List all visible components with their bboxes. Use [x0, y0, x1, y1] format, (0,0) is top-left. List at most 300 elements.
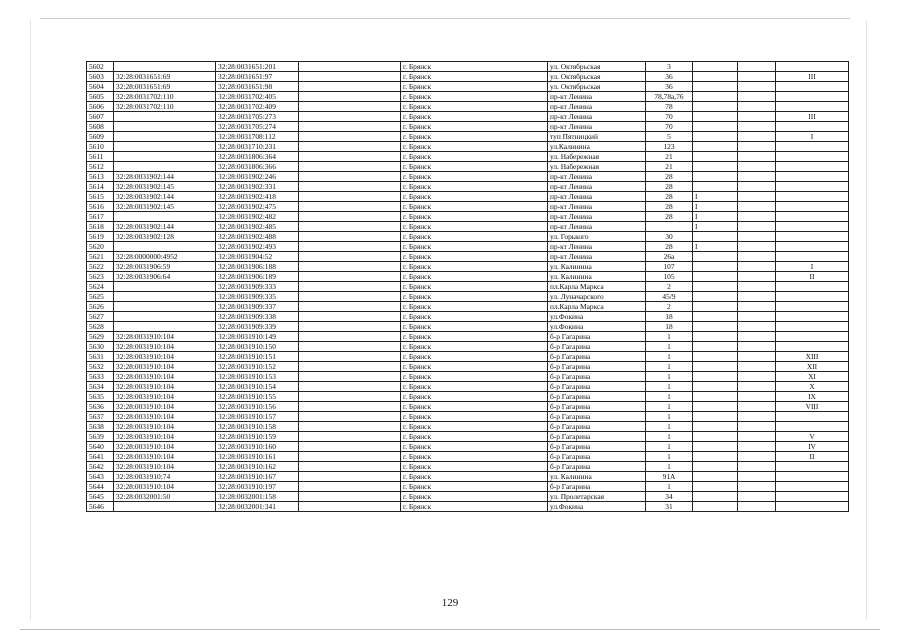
table-row [87, 72, 849, 82]
row-number-cell: 5618 [87, 222, 114, 232]
row-number-cell: 5630 [87, 342, 114, 352]
cadastral-number-cell: 32:28:0031806:366 [216, 162, 299, 172]
row-number-cell: 5638 [87, 422, 114, 432]
city-cell: г. Брянск [401, 502, 548, 512]
empty-column-cell [299, 392, 401, 402]
building-letter-cell [693, 502, 738, 512]
cadastral-number-cell: 32:28:0031710:231 [216, 142, 299, 152]
empty-column-cell [299, 482, 401, 492]
parent-cadastral-number-cell [114, 152, 216, 162]
room-roman-number-cell [776, 302, 849, 312]
house-number-cell: 21 [646, 152, 693, 162]
extra-column-cell [738, 442, 776, 452]
extra-column-cell [738, 212, 776, 222]
empty-column-cell [299, 432, 401, 442]
row-number-cell: 5626 [87, 302, 114, 312]
extra-column-cell [738, 132, 776, 142]
building-letter-cell: I [693, 242, 738, 252]
table-row [87, 62, 849, 72]
room-roman-number-cell [776, 182, 849, 192]
house-number-cell: 1 [646, 452, 693, 462]
house-number-cell: 1 [646, 362, 693, 372]
parent-cadastral-number-cell [114, 212, 216, 222]
row-number-cell: 5615 [87, 192, 114, 202]
street-cell: ул.Фокина [548, 502, 646, 512]
parent-cadastral-number-cell: 32:28:0031910:104 [114, 432, 216, 442]
room-roman-number-cell: IX [776, 392, 849, 402]
house-number-cell: 26а [646, 252, 693, 262]
city-cell: г. Брянск [401, 292, 548, 302]
row-number-cell: 5637 [87, 412, 114, 422]
city-cell: г. Брянск [401, 412, 548, 422]
building-letter-cell [693, 132, 738, 142]
cadastral-number-cell: 32:28:0031910:152 [216, 362, 299, 372]
building-letter-cell [693, 92, 738, 102]
city-cell: г. Брянск [401, 112, 548, 122]
extra-column-cell [738, 142, 776, 152]
parent-cadastral-number-cell: 32:28:0032001:50 [114, 492, 216, 502]
row-number-cell: 5611 [87, 152, 114, 162]
table-row [87, 402, 849, 412]
empty-column-cell [299, 122, 401, 132]
row-number-cell: 5639 [87, 432, 114, 442]
table-row [87, 352, 849, 362]
house-number-cell: 107 [646, 262, 693, 272]
row-number-cell: 5609 [87, 132, 114, 142]
street-cell: б-р Гагарина [548, 432, 646, 442]
empty-column-cell [299, 442, 401, 452]
empty-column-cell [299, 412, 401, 422]
row-number-cell: 5614 [87, 182, 114, 192]
table-row [87, 372, 849, 382]
cadastral-number-cell: 32:28:0031705:273 [216, 112, 299, 122]
parent-cadastral-number-cell [114, 242, 216, 252]
parent-cadastral-number-cell: 32:28:0031902:128 [114, 232, 216, 242]
house-number-cell: 18 [646, 322, 693, 332]
table-row [87, 272, 849, 282]
row-number-cell: 5629 [87, 332, 114, 342]
parent-cadastral-number-cell: 32:28:0031910:104 [114, 342, 216, 352]
parent-cadastral-number-cell: 32:28:0031906:64 [114, 272, 216, 282]
parent-cadastral-number-cell: 32:28:0031910:104 [114, 332, 216, 342]
house-number-cell: 1 [646, 422, 693, 432]
room-roman-number-cell [776, 342, 849, 352]
room-roman-number-cell [776, 142, 849, 152]
room-roman-number-cell [776, 472, 849, 482]
table-row [87, 212, 849, 222]
row-number-cell: 5619 [87, 232, 114, 242]
building-letter-cell [693, 162, 738, 172]
row-number-cell: 5645 [87, 492, 114, 502]
city-cell: г. Брянск [401, 402, 548, 412]
building-letter-cell [693, 452, 738, 462]
city-cell: г. Брянск [401, 442, 548, 452]
parent-cadastral-number-cell: 32:28:0031902:144 [114, 192, 216, 202]
cadastral-number-cell: 32:28:0031902:475 [216, 202, 299, 212]
building-letter-cell [693, 382, 738, 392]
parent-cadastral-number-cell: 32:28:0031910:104 [114, 462, 216, 472]
extra-column-cell [738, 422, 776, 432]
city-cell: г. Брянск [401, 422, 548, 432]
city-cell: г. Брянск [401, 242, 548, 252]
extra-column-cell [738, 192, 776, 202]
house-number-cell: 1 [646, 392, 693, 402]
house-number-cell: 36 [646, 82, 693, 92]
parent-cadastral-number-cell [114, 292, 216, 302]
street-cell: ул. Пролетарская [548, 492, 646, 502]
building-letter-cell [693, 492, 738, 502]
empty-column-cell [299, 382, 401, 392]
parent-cadastral-number-cell [114, 142, 216, 152]
building-letter-cell [693, 152, 738, 162]
city-cell: г. Брянск [401, 472, 548, 482]
street-cell: ул. Октябрьская [548, 82, 646, 92]
parent-cadastral-number-cell: 32:28:0031910:104 [114, 452, 216, 462]
city-cell: г. Брянск [401, 392, 548, 402]
city-cell: г. Брянск [401, 462, 548, 472]
city-cell: г. Брянск [401, 272, 548, 282]
table-row [87, 322, 849, 332]
building-letter-cell [693, 252, 738, 262]
parent-cadastral-number-cell: 32:28:0031702:110 [114, 102, 216, 112]
page-number: 129 [441, 597, 459, 609]
house-number-cell: 28 [646, 242, 693, 252]
empty-column-cell [299, 252, 401, 262]
empty-column-cell [299, 112, 401, 122]
house-number-cell: 78,78а,76 [646, 92, 693, 102]
cadastral-number-cell: 32:28:0031702:405 [216, 92, 299, 102]
parent-cadastral-number-cell: 32:28:0000000:4952 [114, 252, 216, 262]
page-edge-top [40, 18, 850, 19]
room-roman-number-cell: I [776, 132, 849, 142]
extra-column-cell [738, 322, 776, 332]
empty-column-cell [299, 92, 401, 102]
city-cell: г. Брянск [401, 172, 548, 182]
building-letter-cell [693, 422, 738, 432]
house-number-cell: 78 [646, 102, 693, 112]
row-number-cell: 5602 [87, 62, 114, 72]
register-table [86, 61, 849, 512]
extra-column-cell [738, 122, 776, 132]
cadastral-number-cell: 32:28:0031910:151 [216, 352, 299, 362]
empty-column-cell [299, 212, 401, 222]
city-cell: г. Брянск [401, 252, 548, 262]
room-roman-number-cell [776, 172, 849, 182]
empty-column-cell [299, 322, 401, 332]
empty-column-cell [299, 402, 401, 412]
extra-column-cell [738, 202, 776, 212]
table-row [87, 432, 849, 442]
extra-column-cell [738, 462, 776, 472]
city-cell: г. Брянск [401, 122, 548, 132]
house-number-cell: 1 [646, 382, 693, 392]
city-cell: г. Брянск [401, 372, 548, 382]
city-cell: г. Брянск [401, 432, 548, 442]
cadastral-number-cell: 32:28:0031906:189 [216, 272, 299, 282]
house-number-cell: 1 [646, 462, 693, 472]
street-cell: б-р Гагарина [548, 452, 646, 462]
street-cell: ул. Калинина [548, 262, 646, 272]
extra-column-cell [738, 352, 776, 362]
empty-column-cell [299, 352, 401, 362]
house-number-cell: 3 [646, 62, 693, 72]
room-roman-number-cell: X [776, 382, 849, 392]
room-roman-number-cell [776, 422, 849, 432]
street-cell: ул. Набережная [548, 152, 646, 162]
row-number-cell: 5623 [87, 272, 114, 282]
city-cell: г. Брянск [401, 162, 548, 172]
row-number-cell: 5632 [87, 362, 114, 372]
row-number-cell: 5627 [87, 312, 114, 322]
empty-column-cell [299, 262, 401, 272]
parent-cadastral-number-cell: 32:28:0031910:74 [114, 472, 216, 482]
parent-cadastral-number-cell [114, 162, 216, 172]
house-number-cell: 18 [646, 312, 693, 322]
street-cell: ул. Набережная [548, 162, 646, 172]
room-roman-number-cell: XIII [776, 352, 849, 362]
cadastral-number-cell: 32:28:0031910:161 [216, 452, 299, 462]
building-letter-cell [693, 412, 738, 422]
row-number-cell: 5634 [87, 382, 114, 392]
cadastral-number-cell: 32:28:0031910:167 [216, 472, 299, 482]
city-cell: г. Брянск [401, 282, 548, 292]
room-roman-number-cell [776, 192, 849, 202]
room-roman-number-cell: II [776, 452, 849, 462]
cadastral-number-cell: 32:28:0031910:197 [216, 482, 299, 492]
extra-column-cell [738, 292, 776, 302]
building-letter-cell [693, 402, 738, 412]
extra-column-cell [738, 162, 776, 172]
building-letter-cell [693, 272, 738, 282]
table-row [87, 482, 849, 492]
parent-cadastral-number-cell: 32:28:0031910:104 [114, 442, 216, 452]
room-roman-number-cell [776, 252, 849, 262]
city-cell: г. Брянск [401, 202, 548, 212]
cadastral-number-cell: 32:28:0031909:335 [216, 292, 299, 302]
building-letter-cell [693, 342, 738, 352]
empty-column-cell [299, 312, 401, 322]
parent-cadastral-number-cell [114, 322, 216, 332]
empty-column-cell [299, 342, 401, 352]
building-letter-cell [693, 102, 738, 112]
city-cell: г. Брянск [401, 62, 548, 72]
street-cell: ул. Калинина [548, 472, 646, 482]
building-letter-cell [693, 182, 738, 192]
extra-column-cell [738, 502, 776, 512]
building-letter-cell [693, 232, 738, 242]
cadastral-number-cell: 32:28:0031910:154 [216, 382, 299, 392]
empty-column-cell [299, 142, 401, 152]
house-number-cell: 34 [646, 492, 693, 502]
row-number-cell: 5636 [87, 402, 114, 412]
house-number-cell: 1 [646, 402, 693, 412]
street-cell: б-р Гагарина [548, 372, 646, 382]
table-row [87, 312, 849, 322]
house-number-cell: 5 [646, 132, 693, 142]
city-cell: г. Брянск [401, 382, 548, 392]
building-letter-cell [693, 142, 738, 152]
street-cell: пр-кт Ленина [548, 92, 646, 102]
table-row [87, 422, 849, 432]
row-number-cell: 5610 [87, 142, 114, 152]
table-row [87, 82, 849, 92]
table-row [87, 332, 849, 342]
extra-column-cell [738, 62, 776, 72]
cadastral-number-cell: 32:28:0031910:160 [216, 442, 299, 452]
page-edge-right [866, 20, 867, 620]
house-number-cell: 105 [646, 272, 693, 282]
parent-cadastral-number-cell [114, 122, 216, 132]
room-roman-number-cell [776, 102, 849, 112]
table-row [87, 452, 849, 462]
street-cell: пл.Карла Маркса [548, 302, 646, 312]
room-roman-number-cell [776, 222, 849, 232]
parent-cadastral-number-cell [114, 312, 216, 322]
building-letter-cell [693, 282, 738, 292]
room-roman-number-cell [776, 122, 849, 132]
parent-cadastral-number-cell: 32:28:0031910:104 [114, 482, 216, 492]
city-cell: г. Брянск [401, 332, 548, 342]
row-number-cell: 5617 [87, 212, 114, 222]
page-edge-bottom [20, 629, 880, 630]
parent-cadastral-number-cell: 32:28:0031902:145 [114, 182, 216, 192]
building-letter-cell [693, 322, 738, 332]
table-row [87, 122, 849, 132]
empty-column-cell [299, 302, 401, 312]
street-cell: пр-кт Ленина [548, 112, 646, 122]
city-cell: г. Брянск [401, 452, 548, 462]
city-cell: г. Брянск [401, 92, 548, 102]
extra-column-cell [738, 402, 776, 412]
house-number-cell: 123 [646, 142, 693, 152]
cadastral-number-cell: 32:28:0031909:337 [216, 302, 299, 312]
parent-cadastral-number-cell: 32:28:0031902:145 [114, 202, 216, 212]
building-letter-cell [693, 62, 738, 72]
table-row [87, 182, 849, 192]
room-roman-number-cell [776, 462, 849, 472]
city-cell: г. Брянск [401, 102, 548, 112]
table-row [87, 172, 849, 182]
extra-column-cell [738, 92, 776, 102]
table-row [87, 222, 849, 232]
house-number-cell: 1 [646, 442, 693, 452]
table-row [87, 302, 849, 312]
building-letter-cell: I [693, 222, 738, 232]
cadastral-number-cell: 32:28:0031910:155 [216, 392, 299, 402]
city-cell: г. Брянск [401, 352, 548, 362]
house-number-cell: 2 [646, 302, 693, 312]
cadastral-number-cell: 32:28:0031651:98 [216, 82, 299, 92]
cadastral-number-cell: 32:28:0031708:112 [216, 132, 299, 142]
table-row [87, 412, 849, 422]
parent-cadastral-number-cell: 32:28:0031910:104 [114, 362, 216, 372]
room-roman-number-cell [776, 232, 849, 242]
extra-column-cell [738, 262, 776, 272]
extra-column-cell [738, 492, 776, 502]
building-letter-cell [693, 172, 738, 182]
row-number-cell: 5621 [87, 252, 114, 262]
building-letter-cell [693, 332, 738, 342]
room-roman-number-cell: VIII [776, 402, 849, 412]
cadastral-number-cell: 32:28:0031902:485 [216, 222, 299, 232]
empty-column-cell [299, 72, 401, 82]
row-number-cell: 5604 [87, 82, 114, 92]
city-cell: г. Брянск [401, 72, 548, 82]
extra-column-cell [738, 242, 776, 252]
row-number-cell: 5628 [87, 322, 114, 332]
house-number-cell: 70 [646, 112, 693, 122]
room-roman-number-cell [776, 312, 849, 322]
extra-column-cell [738, 302, 776, 312]
building-letter-cell: I [693, 192, 738, 202]
table-row [87, 132, 849, 142]
row-number-cell: 5631 [87, 352, 114, 362]
room-roman-number-cell [776, 492, 849, 502]
room-roman-number-cell: XII [776, 362, 849, 372]
empty-column-cell [299, 502, 401, 512]
city-cell: г. Брянск [401, 82, 548, 92]
row-number-cell: 5607 [87, 112, 114, 122]
table-row [87, 242, 849, 252]
city-cell: г. Брянск [401, 212, 548, 222]
street-cell: пр-кт Ленина [548, 212, 646, 222]
register-table-body [87, 62, 849, 512]
street-cell: пр-кт Ленина [548, 242, 646, 252]
row-number-cell: 5641 [87, 452, 114, 462]
extra-column-cell [738, 152, 776, 162]
parent-cadastral-number-cell [114, 62, 216, 72]
row-number-cell: 5642 [87, 462, 114, 472]
cadastral-number-cell: 32:28:0031910:162 [216, 462, 299, 472]
building-letter-cell [693, 292, 738, 302]
house-number-cell: 1 [646, 352, 693, 362]
cadastral-number-cell: 32:28:0031909:338 [216, 312, 299, 322]
extra-column-cell [738, 102, 776, 112]
street-cell: ул.Калинина [548, 142, 646, 152]
table-row [87, 162, 849, 172]
empty-column-cell [299, 282, 401, 292]
house-number-cell: 28 [646, 192, 693, 202]
extra-column-cell [738, 312, 776, 322]
building-letter-cell [693, 82, 738, 92]
parent-cadastral-number-cell: 32:28:0031910:104 [114, 372, 216, 382]
empty-column-cell [299, 452, 401, 462]
room-roman-number-cell [776, 412, 849, 422]
empty-column-cell [299, 292, 401, 302]
cadastral-number-cell: 32:28:0031910:149 [216, 332, 299, 342]
page-edge-left [30, 20, 31, 620]
empty-column-cell [299, 132, 401, 142]
city-cell: г. Брянск [401, 262, 548, 272]
building-letter-cell: I [693, 202, 738, 212]
extra-column-cell [738, 332, 776, 342]
street-cell: туп Пятницкий [548, 132, 646, 142]
table-row [87, 362, 849, 372]
row-number-cell: 5620 [87, 242, 114, 252]
extra-column-cell [738, 382, 776, 392]
cadastral-number-cell: 32:28:0031902:493 [216, 242, 299, 252]
parent-cadastral-number-cell [114, 112, 216, 122]
room-roman-number-cell [776, 162, 849, 172]
table-row [87, 192, 849, 202]
room-roman-number-cell [776, 482, 849, 492]
house-number-cell: 31 [646, 502, 693, 512]
row-number-cell: 5625 [87, 292, 114, 302]
parent-cadastral-number-cell: 32:28:0031910:104 [114, 392, 216, 402]
empty-column-cell [299, 182, 401, 192]
empty-column-cell [299, 472, 401, 482]
empty-column-cell [299, 222, 401, 232]
